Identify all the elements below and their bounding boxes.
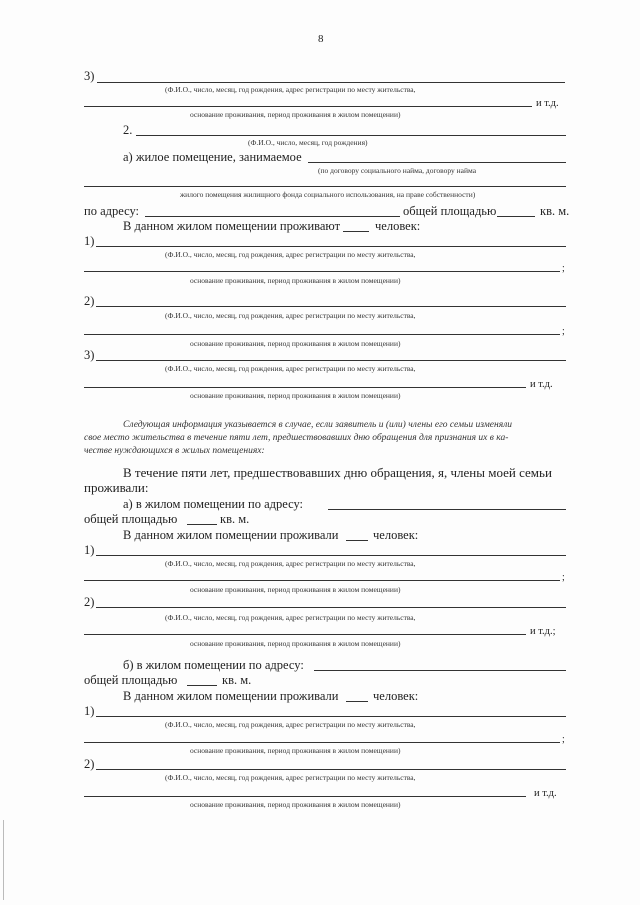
fill-line[interactable] bbox=[96, 246, 566, 247]
caption-fio: (Ф.И.О., число, месяц, год рождения, адрес регистрации по месту жительства, bbox=[165, 773, 416, 782]
fill-line[interactable] bbox=[84, 580, 560, 581]
caption-osnovanie: основание проживания, период проживания в жилом помещении) bbox=[190, 585, 401, 594]
semicolon: ; bbox=[562, 326, 565, 337]
semicolon: ; bbox=[562, 734, 565, 745]
fill-line[interactable] bbox=[96, 360, 566, 361]
etc-label: и т.д.; bbox=[530, 626, 556, 637]
label-po-adresu: по адресу: bbox=[84, 204, 140, 218]
caption-osnovanie: основание проживания, период проживания в жилом помещении) bbox=[190, 746, 401, 755]
semicolon: ; bbox=[562, 263, 565, 274]
area-line[interactable] bbox=[187, 685, 217, 686]
item-number: 3) bbox=[84, 69, 95, 83]
count-line[interactable] bbox=[346, 540, 368, 541]
fill-line[interactable] bbox=[84, 634, 526, 635]
label-kvm: кв. м. bbox=[222, 673, 252, 687]
label-obsh-ploshad: общей площадью bbox=[403, 204, 497, 218]
item-number: 2) bbox=[84, 595, 95, 609]
item-number: 1) bbox=[84, 543, 95, 557]
item-number: 2) bbox=[84, 757, 95, 771]
caption-osnovanie: основание проживания, период проживания в жилом помещении) bbox=[190, 276, 401, 285]
page-number: 8 bbox=[318, 33, 324, 45]
text-prozhivali: проживали: bbox=[84, 480, 149, 495]
scan-edge bbox=[3, 820, 4, 900]
text-prozhivali-count: В данном жилом помещении проживали bbox=[123, 689, 339, 703]
label-chelovek: человек: bbox=[373, 528, 419, 542]
item-number: 1) bbox=[84, 704, 95, 718]
label-kvm: кв. м. bbox=[540, 204, 570, 218]
etc-label: и т.д. bbox=[530, 379, 553, 390]
italic-note-line-2: свое место жительства в течение пяти лет, предшествовавших дню обращения для признания их в ка- bbox=[84, 433, 509, 443]
caption-fio: (Ф.И.О., число, месяц, год рождения, адрес регистрации по месту жительства, bbox=[165, 559, 416, 568]
label-kvm: кв. м. bbox=[220, 512, 250, 526]
label-chelovek: человек: bbox=[375, 219, 421, 233]
fill-line[interactable] bbox=[96, 769, 566, 770]
text-prozhivali-count: В данном жилом помещении проживали bbox=[123, 528, 339, 542]
caption-osnovanie: основание проживания, период проживания в жилом помещении) bbox=[190, 339, 401, 348]
caption-fio: (Ф.И.О., число, месяц, год рождения, адрес регистрации по месту жительства, bbox=[165, 250, 416, 259]
fill-line[interactable] bbox=[97, 82, 565, 83]
italic-note-line-3: честве нуждающихся в жилых помещениях: bbox=[84, 446, 265, 456]
etc-label: и т.д. bbox=[536, 98, 559, 109]
item-number: 2) bbox=[84, 294, 95, 308]
fill-line[interactable] bbox=[84, 796, 526, 797]
area-line[interactable] bbox=[497, 216, 535, 217]
label-chelovek: человек: bbox=[373, 689, 419, 703]
caption-osnovanie: основание проживания, период проживания в жилом помещении) bbox=[190, 800, 401, 809]
fill-line[interactable] bbox=[84, 271, 560, 272]
address-line[interactable] bbox=[328, 509, 566, 510]
caption-dogovor: (по договору социального найма, договору найма bbox=[318, 166, 477, 175]
item-number: 1) bbox=[84, 234, 95, 248]
item-number: 3) bbox=[84, 348, 95, 362]
text-a-adres: а) в жилом помещении по адресу: bbox=[123, 497, 304, 511]
item-number: 2. bbox=[123, 123, 133, 137]
text-prozhivayut: В данном жилом помещении проживают bbox=[123, 219, 341, 233]
fill-line[interactable] bbox=[96, 716, 566, 717]
fill-line[interactable] bbox=[84, 106, 532, 107]
fill-line[interactable] bbox=[96, 607, 566, 608]
area-line[interactable] bbox=[187, 524, 217, 525]
caption-fio: (Ф.И.О., число, месяц, год рождения, адрес регистрации по месту жительства, bbox=[165, 85, 416, 94]
caption-osnovanie: основание проживания, период проживания в жилом помещении) bbox=[190, 639, 401, 648]
address-line[interactable] bbox=[145, 216, 400, 217]
count-line[interactable] bbox=[343, 231, 369, 232]
caption-fio: (Ф.И.О., число, месяц, год рождения, адрес регистрации по месту жительства, bbox=[165, 720, 416, 729]
fill-line[interactable] bbox=[308, 162, 566, 163]
caption-fio: (Ф.И.О., число, месяц, год рождения, адрес регистрации по месту жительства, bbox=[165, 311, 416, 320]
caption-fio-short: (Ф.И.О., число, месяц, год рождения) bbox=[248, 138, 368, 147]
text-b-adres: б) в жилом помещении по адресу: bbox=[123, 658, 304, 672]
label-obsh-ploshad: общей площадью bbox=[84, 512, 178, 526]
italic-note-line-1: Следующая информация указывается в случае, если заявитель и (или) члены его семьи изменяли bbox=[123, 420, 513, 430]
caption-fio: (Ф.И.О., число, месяц, год рождения, адрес регистрации по месту жительства, bbox=[165, 364, 416, 373]
semicolon: ; bbox=[562, 572, 565, 583]
fill-line[interactable] bbox=[84, 186, 566, 187]
caption-osnovanie: основание проживания, период проживания в жилом помещении) bbox=[190, 391, 401, 400]
caption-fio: (Ф.И.О., число, месяц, год рождения, адрес регистрации по месту жительства, bbox=[165, 613, 416, 622]
fill-line[interactable] bbox=[84, 334, 560, 335]
text-v-techenie: В течение пяти лет, предшествовавших дню обращения, я, члены моей семьи bbox=[123, 465, 552, 480]
text-a-zhiloe: а) жилое помещение, занимаемое bbox=[123, 150, 302, 164]
fill-line[interactable] bbox=[96, 306, 566, 307]
address-line[interactable] bbox=[314, 670, 566, 671]
label-obsh-ploshad: общей площадью bbox=[84, 673, 178, 687]
fill-line[interactable] bbox=[84, 742, 560, 743]
etc-label: и т.д. bbox=[534, 788, 557, 799]
count-line[interactable] bbox=[346, 701, 368, 702]
caption-osnovanie: основание проживания, период проживания в жилом помещении) bbox=[190, 110, 401, 119]
caption-fond: жилого помещения жилищного фонда социального использования, на праве собственности) bbox=[180, 190, 476, 199]
fill-line[interactable] bbox=[96, 555, 566, 556]
fill-line[interactable] bbox=[136, 135, 566, 136]
fill-line[interactable] bbox=[84, 387, 526, 388]
